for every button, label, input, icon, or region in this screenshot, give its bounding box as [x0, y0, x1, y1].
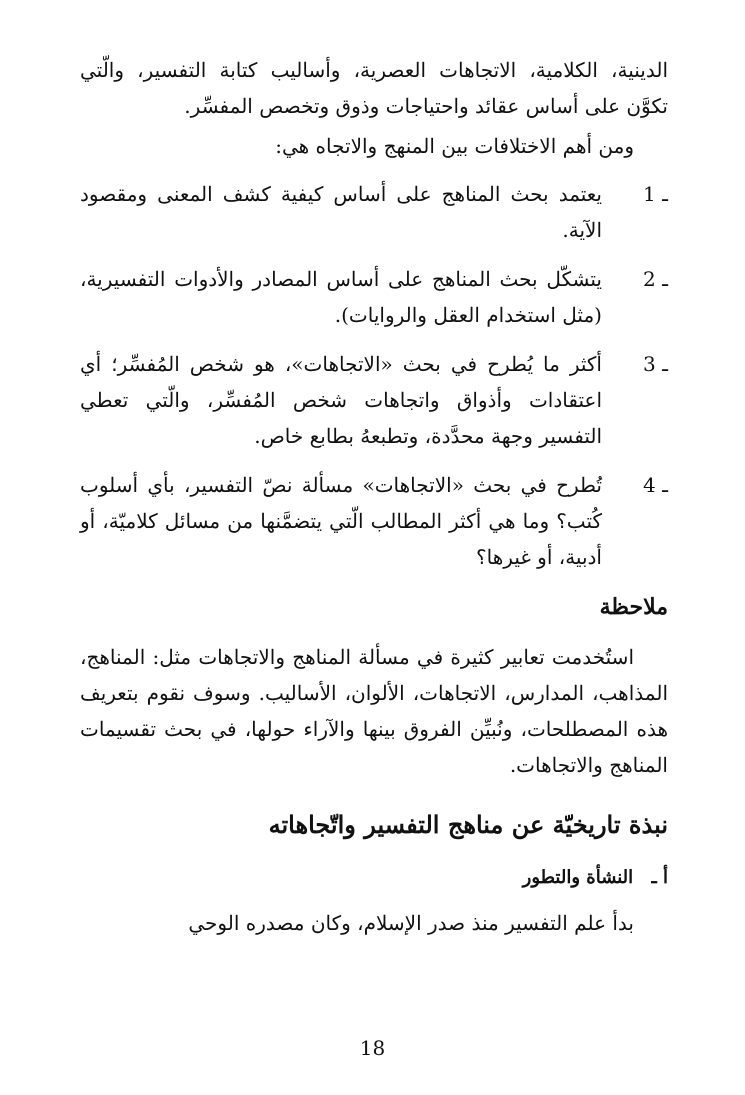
differences-lead: ومن أهم الاختلافات بين المنهج والاتجاه هي:: [275, 134, 634, 158]
list-item-text: يتشكّل بحث المناهج على أساس المصادر والأدوات التفسيرية، (مثل استخدام العقل والروايات).: [80, 267, 602, 327]
list-item-number: 4 ـ: [643, 473, 668, 497]
subsection-heading: [80, 861, 668, 895]
list-item: [80, 346, 668, 454]
list-item-text: يعتمد بحث المناهج على أساس كيفية كشف المعنى ومقصود الآية.: [80, 182, 602, 242]
note-heading: ملاحظة: [599, 594, 668, 620]
subsection-letter: أ ـ: [651, 867, 668, 888]
list-item: [80, 467, 668, 575]
differences-list: [80, 176, 668, 575]
list-item-text: تُطرح في بحث «الاتجاهات» مسألة نصّ التفسير، بأي أسلوب كُتب؟ وما هي أكثر المطالب الّتي يتضمَّنها من مسائل كلاميّة، أو أدبية، أو غيرها؟: [80, 473, 603, 569]
intro-paragraph: الدينية، الكلامية، الاتجاهات العصرية، وأساليب كتابة التفسير، والّتي تكوَّن على أساس عقائد واحتياجات وذوق وتخصص المفسِّر.: [80, 58, 668, 118]
section-heading: نبذة تاريخيّة عن مناهج التفسير واتّجاهاته: [268, 810, 668, 839]
list-item-text: أكثر ما يُطرح في بحث «الاتجاهات»، هو شخص المُفسِّر؛ أي اعتقادات وأذواق واتجاهات شخص المُفسِّر، والّتي تعطي التفسير وجهة محدَّدة، وتطبعهُ بطابع خاص.: [80, 352, 602, 448]
list-item-number: 1 ـ: [643, 182, 668, 206]
list-item: [80, 176, 668, 248]
list-item: [80, 261, 668, 333]
section-paragraph: بدأ علم التفسير منذ صدر الإسلام، وكان مصدره الوحي: [188, 911, 634, 935]
list-item-number: 3 ـ: [643, 352, 668, 376]
page-number: 18: [359, 1036, 386, 1060]
list-item-number: 2 ـ: [643, 267, 668, 291]
page-content: [80, 52, 668, 941]
subsection-title: النشأة والتطور: [522, 867, 634, 888]
note-paragraph: استُخدمت تعابير كثيرة في مسألة المناهج والاتجاهات مثل: المناهج، المذاهب، المدارس، الاتجاهات، الألوان، الأساليب. وسوف نقوم بتعريف هذه المصطلحات، ونُبيِّن الفروق بينها والآراء حولها، في بحث تقسيمات المناهج والاتجاهات.: [80, 645, 668, 777]
